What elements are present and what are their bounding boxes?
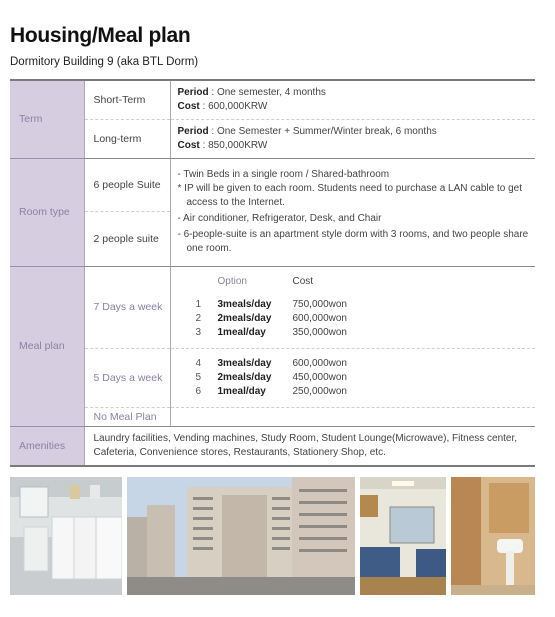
term-desc-long: Period : One Semester + Summer/Winter break, 6 months Cost : 850,000KRW	[170, 119, 535, 158]
room-category: Room type	[10, 158, 84, 266]
meal-row: 4 3meals/day 600,000won	[195, 357, 347, 369]
meal-col-option: Option	[217, 275, 247, 287]
photo-strip	[10, 477, 535, 595]
bathroom-photo	[451, 477, 535, 595]
meal-category: Meal plan	[10, 266, 84, 426]
laundry-room-photo	[10, 477, 122, 595]
meal-row: 5 2meals/day 450,000won	[195, 371, 347, 383]
term-name-short: Short-Term	[84, 80, 170, 119]
meal-options-7days	[170, 266, 535, 348]
term-category: Term	[10, 80, 84, 158]
term-desc-short: Period : One semester, 4 months Cost : 600,000KRW	[170, 80, 535, 119]
meal-row: 6 1meal/day 250,000won	[195, 385, 347, 397]
page-title: Housing/Meal plan	[10, 24, 191, 47]
meal-no-plan-desc	[170, 407, 535, 426]
housing-table	[10, 79, 535, 467]
dormitory-building-photo	[127, 477, 355, 595]
room-type-2: 2 people suite	[84, 211, 170, 266]
meal-row: 2 2meals/day 600,000won	[195, 312, 347, 324]
amenities-category: Amenities	[10, 426, 84, 466]
meal-row: 1 3meals/day 750,000won	[195, 298, 347, 310]
page-subtitle: Dormitory Building 9 (aka BTL Dorm)	[10, 56, 199, 68]
dorm-room-photo	[360, 477, 446, 595]
amenities-text: Laundry facilities, Vending machines, Study Room, Student Lounge(Microwave), Fitness center, Cafeteria, Convenience stores, Restaurants, Stationery Shop, etc.	[84, 426, 535, 466]
meal-row: 3 1meal/day 350,000won	[195, 326, 347, 338]
meal-group-5days: 5 Days a week	[84, 348, 170, 407]
term-name-long: Long-term	[84, 119, 170, 158]
room-type-6: 6 people Suite	[84, 158, 170, 211]
meal-col-cost: Cost	[292, 275, 314, 287]
meal-options-5days	[170, 348, 535, 407]
room-details: - Twin Beds in a single room / Shared-bathroom * IP will be given to each room. Students need to purchase a LAN cable to get access to the Internet. - Air conditioner, Refrigerator, Desk, and Chair - 6-people-suite is an apartment style dorm with 3 rooms, and two people share one room.	[170, 158, 535, 266]
meal-no-plan: No Meal Plan	[84, 407, 170, 426]
meal-group-7days: 7 Days a week	[84, 266, 170, 348]
